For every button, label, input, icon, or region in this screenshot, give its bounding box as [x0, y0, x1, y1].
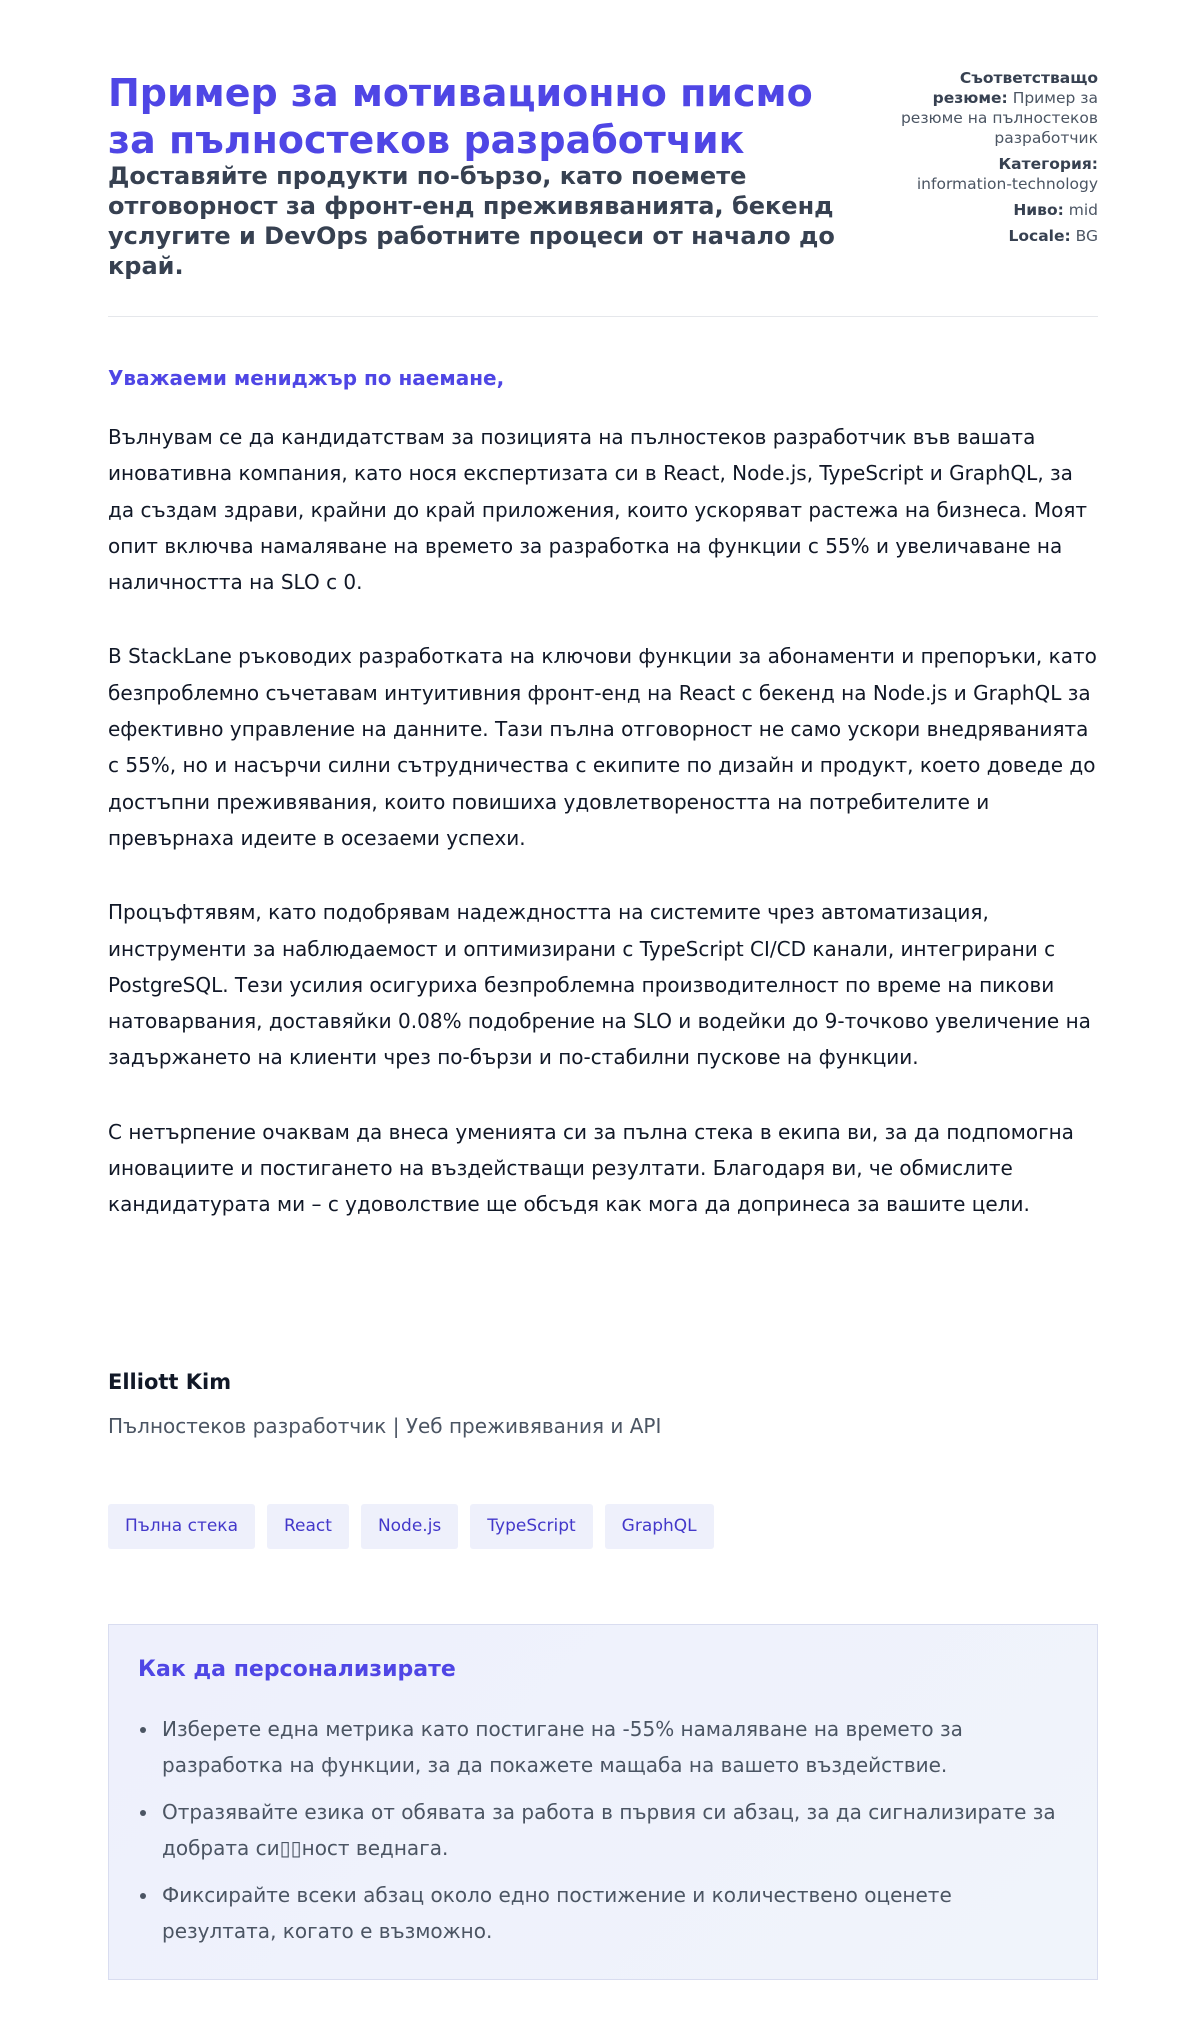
page-title: Пример за мотивационно писмо за пълностеков разработчик — [108, 71, 813, 162]
page-header — [108, 0, 1098, 317]
meta-resume-label: Съответстващо резюме: — [932, 69, 1098, 107]
meta-category-label: Категория: — [998, 155, 1098, 173]
skill-tag: Пълна стека — [108, 1504, 255, 1549]
meta-category — [898, 154, 1098, 194]
meta-locale-label: Locale: — [1008, 227, 1071, 245]
meta-locale — [898, 226, 1098, 246]
letter-paragraph: Вълнувам се да кандидатствам за позицията на пълностеков разработчик във вашата иновативна компания, като нося експертизата си в React, Node.js, TypeScript и GraphQL, за да създам здрави, крайни до край приложения, които ускоряват растежа на бизнеса. Моят опит включва намаляване на времето за разработка на функции с 55% и увеличаване на наличността на SLO с 0. — [108, 425, 1088, 595]
tip-item: Отразявайте езика от обявата за работа в първия си абзац, за да сигнализирате за добрата си▯▯ност веднага. — [162, 1794, 1062, 1866]
tips-heading: Как да персонализирате — [138, 1657, 456, 1682]
meta-panel — [898, 68, 1098, 252]
meta-resume-link[interactable]: Пример за резюме на пълностеков разработчик — [900, 89, 1098, 147]
personalization-tips — [108, 1624, 1098, 1980]
skill-tag: React — [267, 1504, 349, 1549]
meta-level-value: mid — [1068, 201, 1098, 219]
letter-greeting: Уважаеми мениджър по наемане, — [108, 366, 505, 390]
skill-tag: Node.js — [361, 1504, 458, 1549]
signer-name: Elliott Kim — [108, 1370, 232, 1394]
meta-level-label: Ниво: — [1013, 201, 1064, 219]
meta-locale-value: BG — [1075, 227, 1098, 245]
tip-item: Фиксирайте всеки абзац около едно постижение и количествено оценете резултата, когато е възможно. — [162, 1877, 1062, 1949]
tip-item: Изберете една метрика като постигане на -55% намаляване на времето за разработка на функции, за да покажете мащаба на вашето въздействие. — [162, 1711, 1062, 1783]
letter-paragraph: С нетърпение очаквам да внеса уменията си за пълна стека в екипа ви, за да подпомогна иновациите и постигането на въздействащи резултати. Благодаря ви, че обмислите кандидатурата ми – с удоволствие ще обсъдя как мога да допринеса за вашите цели. — [108, 1119, 1074, 1217]
letter-paragraph: Процъфтявям, като подобрявам надеждността на системите чрез автоматизация, инструменти за наблюдаемост и оптимизирани с TypeScript CI/CD канали, интегрирани с PostgreSQL. Тези усилия осигуриха безпроблемна производителност по време на пикови натоварвания, доставяйки 0.08% подобрение на SLO и водейки до 9-точково увеличение на задържането на клиенти чрез по-бързи и по-стабилни пускове на функции. — [108, 900, 1091, 1070]
signer-title: Пълностеков разработчик | Уеб преживявания и API — [108, 1414, 662, 1438]
tips-list — [138, 1711, 1062, 1960]
meta-category-value: information-technology — [916, 175, 1098, 193]
letter-body — [108, 419, 1098, 1261]
skill-tags — [108, 1504, 714, 1549]
letter-paragraph: В StackLane ръководих разработката на ключови функции за абонаменти и препоръки, като безпроблемно съчетавам интуитивния фронт-енд на React с бекенд на Node.js и GraphQL за ефективно управление на данните. Тази пълна отговорност не само ускори внедряванията с 55%, но и насърчи силни сътрудничества с екипите по дизайн и продукт, което доведе до достъпни преживявания, които повишиха удовлетвореността на потребителите и превърнаха идеите в осезаеми успехи. — [108, 644, 1097, 850]
skill-tag: TypeScript — [470, 1504, 592, 1549]
skill-tag: GraphQL — [605, 1504, 714, 1549]
cover-letter-page — [108, 0, 1098, 1943]
meta-level — [898, 200, 1098, 220]
meta-resume — [898, 68, 1098, 148]
page-subtitle: Доставяйте продукти по-бързо, като поемете отговорност за фронт-енд преживяванията, бекенд услугите и DevOps работните процеси от начало до край. — [108, 162, 835, 280]
